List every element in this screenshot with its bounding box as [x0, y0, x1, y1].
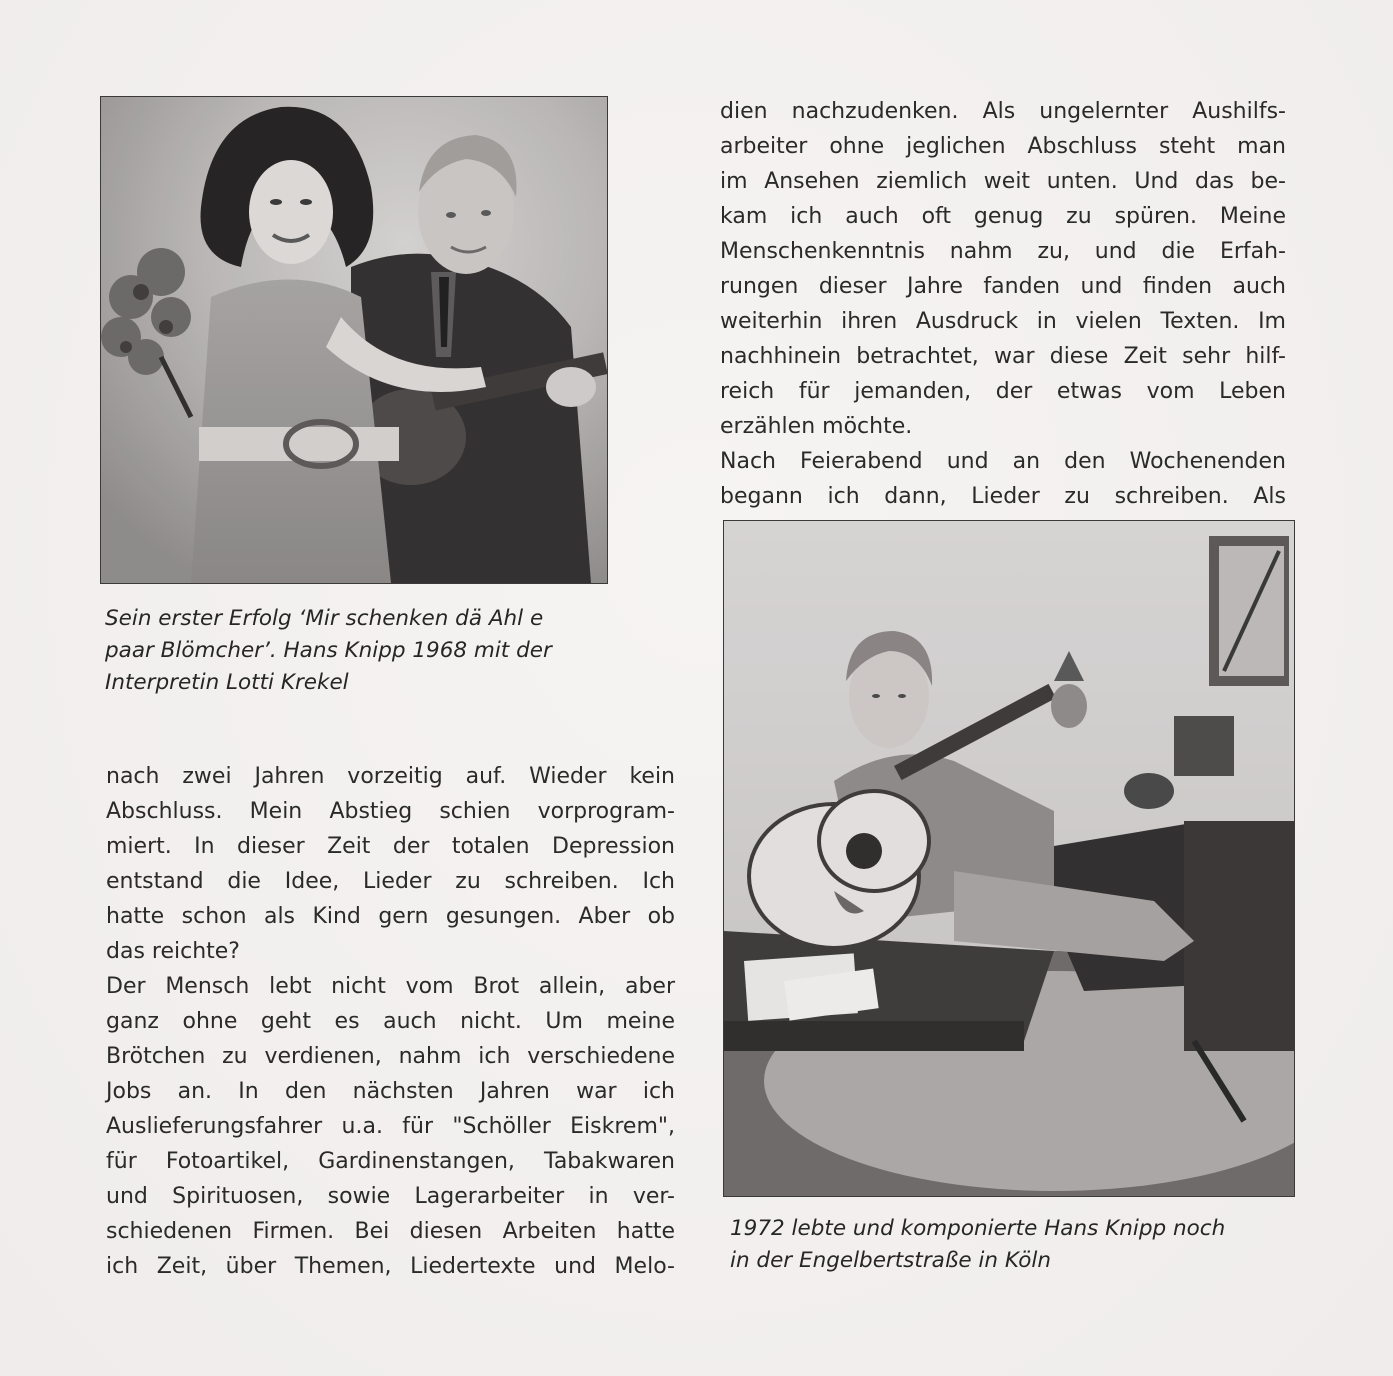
caption-line: Interpretin Lotti Krekel	[105, 670, 349, 695]
paragraph-line: reich für jemanden, der etwas vom Leben	[720, 379, 1286, 404]
photo-hans-knipp-guitar-1972	[723, 520, 1295, 1197]
paragraph-line: im Ansehen ziemlich weit unten. Und das be-	[720, 169, 1286, 194]
caption-line: Sein erster Erfolg ‘Mir schenken dä Ahl e	[105, 606, 544, 631]
paragraph-line: entstand die Idee, Lieder zu schreiben. Ich	[106, 869, 675, 894]
paragraph-line: ich Zeit, über Themen, Liedertexte und Melo-	[106, 1254, 675, 1279]
paragraph-line: ganz ohne geht es auch nicht. Um meine	[106, 1009, 675, 1034]
caption-line: paar Blömcher’. Hans Knipp 1968 mit der	[105, 638, 552, 663]
photo-hans-knipp-guitar-image	[724, 521, 1294, 1196]
paragraph-line: Menschenkenntnis nahm zu, und die Erfah-	[720, 239, 1286, 264]
paragraph-line: Nach Feierabend und an den Wochenenden	[720, 449, 1286, 474]
paragraph-line: Jobs an. In den nächsten Jahren war ich	[106, 1079, 675, 1104]
paragraph-line: rungen dieser Jahre fanden und finden auch	[720, 274, 1286, 299]
paragraph-line: Der Mensch lebt nicht vom Brot allein, aber	[106, 974, 675, 999]
paragraph-line: Auslieferungsfahrer u.a. für "Schöller Eiskrem",	[106, 1114, 675, 1139]
paragraph-line: arbeiter ohne jeglichen Abschluss steht man	[720, 134, 1286, 159]
paragraph-line: Brötchen zu verdienen, nahm ich verschiedene	[106, 1044, 675, 1069]
paragraph-line: kam ich auch oft genug zu spüren. Meine	[720, 204, 1286, 229]
paragraph-line: das reichte?	[106, 939, 240, 964]
paragraph-line: dien nachzudenken. Als ungelernter Aushilfs-	[720, 99, 1286, 124]
caption-line: 1972 lebte und komponierte Hans Knipp noch	[730, 1216, 1226, 1241]
paragraph-line: nachhinein betrachtet, war diese Zeit sehr hilf-	[720, 344, 1286, 369]
paragraph-line: schiedenen Firmen. Bei diesen Arbeiten hatte	[106, 1219, 675, 1244]
paragraph-line: weiterhin ihren Ausdruck in vielen Texten. Im	[720, 309, 1286, 334]
caption-line: in der Engelbertstraße in Köln	[730, 1248, 1051, 1273]
paragraph-line: erzählen möchte.	[720, 414, 913, 439]
paragraph-line: begann ich dann, Lieder zu schreiben. Als	[720, 484, 1286, 509]
caption-photo-1	[105, 603, 625, 699]
paragraph-line: hatte schon als Kind gern gesungen. Aber ob	[106, 904, 675, 929]
paragraph-line: für Fotoartikel, Gardinenstangen, Tabakwaren	[106, 1149, 675, 1174]
caption-photo-2	[730, 1213, 1330, 1277]
paragraph-line: nach zwei Jahren vorzeitig auf. Wieder kein	[106, 764, 675, 789]
paragraph-line: Abschluss. Mein Abstieg schien vorprogram-	[106, 799, 675, 824]
photo-lotti-krekel-hans-knipp-image	[101, 97, 607, 583]
text-column-left-bottom	[106, 759, 675, 1284]
text-column-right-top	[720, 94, 1286, 514]
photo-lotti-krekel-hans-knipp-1968	[100, 96, 608, 584]
paragraph-line: miert. In dieser Zeit der totalen Depression	[106, 834, 675, 859]
paragraph-line: und Spirituosen, sowie Lagerarbeiter in ver-	[106, 1184, 675, 1209]
